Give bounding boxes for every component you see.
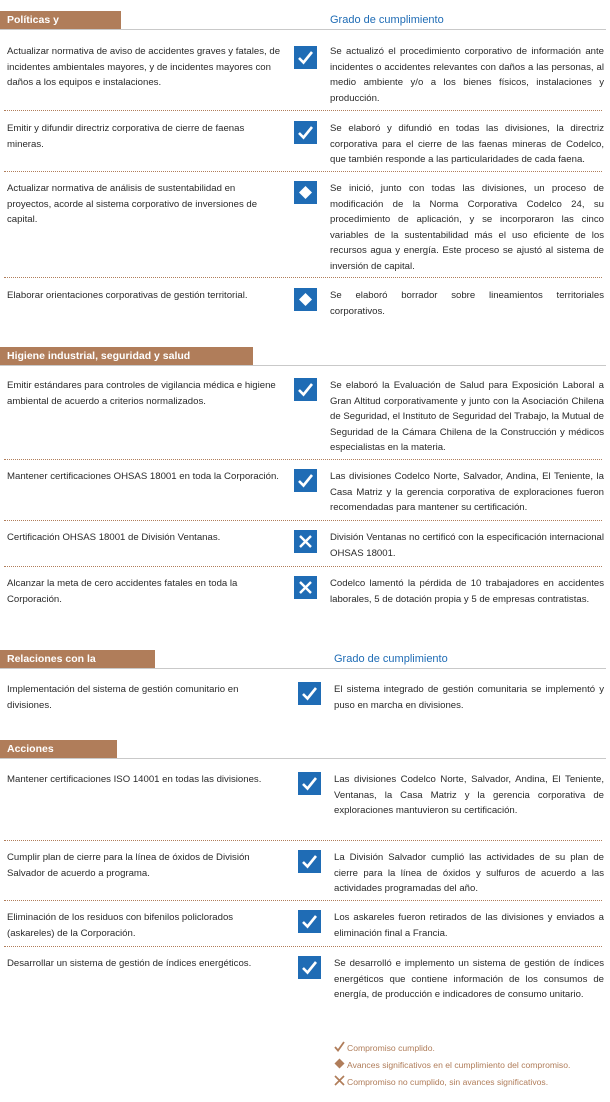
grado-label: Grado de cumplimiento	[334, 653, 448, 665]
objective-text: Mantener certificaciones OHSAS 18001 en toda la Corporación.	[7, 471, 279, 482]
result-text: Se elaboró borrador sobre lineamientos territoriales corporativos.	[330, 290, 604, 317]
objective-text: Emitir y difundir directriz corporativa de cierre de faenas mineras.	[7, 123, 245, 150]
check-icon	[298, 850, 321, 873]
objective-text: Actualizar normativa de análisis de sustentabilidad en proyectos, acorde al sistema corporativo de inversiones de capital.	[7, 183, 258, 226]
row-separator	[4, 171, 602, 172]
result-text: Se inició, junto con todas las divisiones, un proceso de modificación de la Norma Corporativa Codelco 24, su procedimiento de aplicación, y se incorporaron las cinco variables de la sustentabilidad más el uso eficiente de los recursos agua y energía. Este proceso se ajustó al sistema de inversión de capital.	[330, 183, 604, 272]
objective-text: Emitir estándares para controles de vigilancia médica e higiene ambiental de acuerdo a criterios normalizados.	[7, 380, 276, 407]
legend-label: Avances significativos en el cumplimiento del compromiso.	[347, 1060, 571, 1070]
section-header-comunidad: Relaciones con la comunidad	[0, 650, 155, 668]
check-icon	[334, 1041, 347, 1057]
legend-item	[334, 1057, 570, 1074]
objective-text: Actualizar normativa de aviso de accidentes graves y fatales, de incidentes ambientales mayores, y de incidentes mayores con daños a los equipos e instalaciones.	[7, 46, 281, 89]
objective-text: Implementación del sistema de gestión comunitario en divisiones.	[7, 684, 239, 711]
row-separator	[4, 946, 602, 947]
result-text: División Ventanas no certificó con la especificación internacional OHSAS 18001.	[330, 532, 604, 559]
cross-icon	[334, 1075, 347, 1091]
result-text: Se elaboró la Evaluación de Salud para Exposición Laboral a Gran Altitud corporativamente y junto con la Asociación Chilena de Seguridad, el Instituto de Seguridad del Trabajo, la Mutual de Seguridad de la Cámara Chilena de la Construcción y médicos especialistas en la materia.	[330, 380, 604, 454]
legend-item	[334, 1074, 548, 1091]
result-text: La División Salvador cumplió las actividades de su plan de cierre para la línea de óxidos y sulfuros de acuerdo a las actividades programadas del año.	[334, 852, 604, 895]
cross-icon	[294, 576, 317, 599]
check-icon	[298, 772, 321, 795]
objective-text: Mantener certificaciones ISO 14001 en todas las divisiones.	[7, 774, 262, 785]
row-separator	[4, 900, 602, 901]
result-text: Se elaboró y difundió en todas las divisiones, la directriz corporativa para el cierre de las faenas mineras de Codelco, que también responde a las particularidades de cada faena.	[330, 123, 604, 166]
row-separator	[4, 566, 602, 567]
row-separator	[4, 520, 602, 521]
section-header-higiene: Higiene industrial, seguridad y salud ocupacional	[0, 347, 253, 365]
objective-text: Eliminación de los residuos con bifenilos policlorados (askareles) de la Corporación.	[7, 912, 234, 939]
objective-text: Elaborar orientaciones corporativas de gestión territorial.	[7, 290, 248, 301]
objective-text: Certificación OHSAS 18001 de División Ventanas.	[7, 532, 221, 543]
row-separator	[4, 277, 602, 278]
check-icon	[294, 46, 317, 69]
result-text: Las divisiones Codelco Norte, Salvador, Andina, El Teniente, Ventanas, la Casa Matriz y la gerencia corporativa de exploraciones mantuvieron su certificación.	[334, 774, 604, 817]
objective-text: Alcanzar la meta de cero accidentes fatales en toda la Corporación.	[7, 578, 238, 605]
legend-label: Compromiso cumplido.	[347, 1043, 435, 1053]
section-rule	[0, 668, 606, 669]
objective-text: Desarrollar un sistema de gestión de índices energéticos.	[7, 958, 252, 969]
check-icon	[298, 910, 321, 933]
legend-label: Compromiso no cumplido, sin avances significativos.	[347, 1077, 549, 1087]
legend-item	[334, 1040, 435, 1057]
section-rule	[0, 29, 606, 30]
cross-icon	[294, 530, 317, 553]
row-separator	[4, 110, 602, 111]
row-separator	[4, 840, 602, 841]
result-text: Los askareles fueron retirados de las divisiones y enviados a eliminación final a Francia.	[334, 912, 604, 939]
section-header-ambientales: Acciones ambientales	[0, 740, 117, 758]
result-text: Codelco lamentó la pérdida de 10 trabajadores en accidentes laborales, 5 de dotación propia y 5 de empresas contratistas.	[330, 578, 604, 605]
check-icon	[298, 956, 321, 979]
row-separator	[4, 459, 602, 460]
section-rule	[0, 365, 606, 366]
result-text: El sistema integrado de gestión comunitaria se implementó y puso en marcha en divisiones.	[334, 684, 604, 711]
check-icon	[294, 378, 317, 401]
section-header-politicas: Políticas y directrices	[0, 11, 121, 29]
check-icon	[294, 121, 317, 144]
diamond-icon	[294, 181, 317, 204]
check-icon	[294, 469, 317, 492]
section-rule	[0, 758, 606, 759]
result-text: Las divisiones Codelco Norte, Salvador, Andina, El Teniente, la Casa Matriz y la gerencia corporativa de exploraciones fueron recomendadas para mantener su certificación.	[330, 471, 604, 514]
check-icon	[298, 682, 321, 705]
grado-label: Grado de cumplimiento	[330, 14, 444, 26]
result-text: Se actualizó el procedimiento corporativo de información ante incidentes o accidentes relevantes con daños a las personas, al medio ambiente y/o a los bienes físicos, instalaciones y producción.	[330, 46, 604, 104]
objective-text: Cumplir plan de cierre para la línea de óxidos de División Salvador de acuerdo a programa.	[7, 852, 250, 879]
result-text: Se desarrolló e implemento un sistema de gestión de índices energéticos que contiene información de los consumos de energía, de producción e indicadores de consumo unitario.	[334, 958, 604, 1001]
diamond-icon	[294, 288, 317, 311]
diamond-icon	[334, 1058, 347, 1074]
